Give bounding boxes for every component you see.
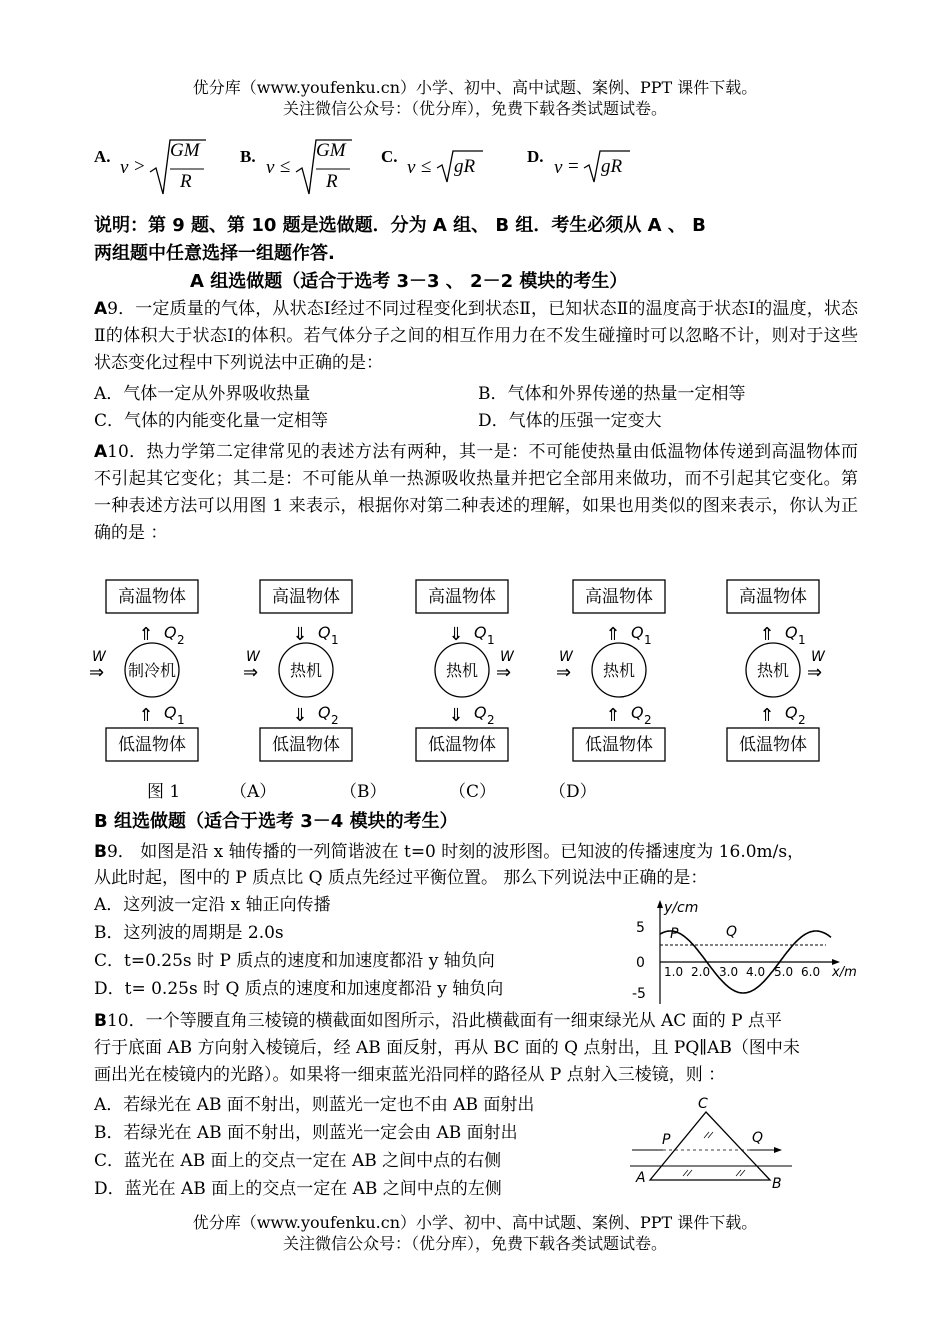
- wave-y5: 5: [636, 920, 645, 936]
- figure-d: [727, 580, 826, 761]
- wave-y0: 0: [636, 955, 645, 971]
- option-d-v: v: [554, 157, 563, 178]
- figd-bottom-q: Q: [785, 703, 798, 722]
- figa-high-label: 高温物体: [272, 587, 340, 607]
- figa-bottom-sub: 2: [331, 713, 339, 727]
- q10-b-text-1: 10．一个等腰直角三棱镜的横截面如图所示，沿此横截面有一细束绿光从 AC 面的 P 点平: [106, 1011, 782, 1031]
- figd-high-label: 高温物体: [739, 587, 807, 607]
- figc-w-label: W: [559, 649, 573, 665]
- q9-a-option-c: C．气体的内能变化量一定相等: [94, 411, 329, 431]
- option-c-v: v: [407, 157, 416, 178]
- figd-w-label: W: [811, 649, 825, 665]
- figa-top-q: Q: [318, 623, 331, 642]
- fig1-w-arrow: ⇒: [89, 662, 105, 683]
- figb-top-q: Q: [474, 623, 487, 642]
- group-a-q9: [94, 296, 858, 377]
- figa-bottom-q: Q: [318, 703, 331, 722]
- figure-b: [416, 580, 515, 761]
- q9-b-option-c: C．t=0.25s 时 P 质点的速度和加速度都沿 y 轴负向: [94, 951, 495, 971]
- figa-bottom-arrow: ⇓: [292, 705, 308, 726]
- figc-top-sub: 1: [644, 633, 652, 647]
- q10-b-option-a: A．若绿光在 AB 面不射出，则蓝光一定也不由 AB 面射出: [94, 1095, 535, 1115]
- figb-low-label: 低温物体: [428, 735, 496, 755]
- prism-hatch-2: [708, 1132, 713, 1138]
- caption-c: （C）: [449, 782, 497, 802]
- note-line-1: 说明：第 9 题、第 10 题是选做题．分为 A 组、 B 组．考生必须从 A 、 B: [94, 215, 706, 236]
- wave-tick-3: 3.0: [719, 965, 739, 979]
- prism-hatch-4: [687, 1170, 692, 1176]
- figd-bottom-arrow: ⇑: [759, 705, 775, 726]
- figa-top-sub: 1: [331, 633, 339, 647]
- q10-b-option-d: D．蓝光在 AB 面上的交点一定在 AB 之间中点的左侧: [94, 1179, 502, 1199]
- wave-x-label: x/m: [832, 965, 857, 980]
- figb-machine-label: 热机: [445, 661, 479, 680]
- figb-bottom-sub: 2: [487, 713, 495, 727]
- q9-a-option-a: A．气体一定从外界吸收热量: [94, 384, 311, 404]
- fig1-top-q: Q: [164, 623, 177, 642]
- figd-top-arrow: ⇑: [759, 624, 775, 645]
- caption-fig1: 图 1: [147, 782, 181, 802]
- q9-a-tag: A: [94, 299, 108, 319]
- option-a-gt: >: [134, 156, 145, 177]
- figb-w-arrow: ⇒: [496, 662, 512, 683]
- q10-b-option-c: C．蓝光在 AB 面上的交点一定在 AB 之间中点的右侧: [94, 1151, 502, 1171]
- header-line-1: 优分库（www.youfenku.cn）小学、初中、高中试题、案例、PPT 课件下载。: [192, 78, 758, 97]
- figc-top-q: Q: [631, 623, 644, 642]
- prism-hatch-5: [736, 1170, 741, 1176]
- figc-bottom-arrow: ⇑: [605, 705, 621, 726]
- fig1-bottom-arrow: ⇑: [138, 705, 154, 726]
- fig1-machine-label: 制冷机: [127, 661, 177, 680]
- figb-high-label: 高温物体: [428, 587, 496, 607]
- figd-top-sub: 1: [798, 633, 806, 647]
- prism-hatch-6: [740, 1170, 745, 1176]
- wave-tick-6: 6.0: [801, 965, 821, 979]
- figc-low-label: 低温物体: [585, 735, 653, 755]
- option-c-label: C.: [381, 147, 398, 166]
- prism-hatch-3: [683, 1170, 688, 1176]
- prism-c-label: C: [698, 1096, 708, 1112]
- option-d-gr: gR: [601, 156, 623, 177]
- figa-w-arrow: ⇒: [243, 662, 259, 683]
- prism-p-label: P: [662, 1132, 671, 1148]
- wave-yneg5: -5: [632, 986, 646, 1002]
- caption-a: （A）: [230, 782, 277, 802]
- caption-d: （D）: [549, 782, 597, 802]
- figc-bottom-sub: 2: [644, 713, 652, 727]
- wave-tick-1: 1.0: [664, 965, 684, 979]
- figure-1: [89, 580, 198, 761]
- wave-y-label: y/cm: [664, 900, 699, 916]
- wave-p-label: P: [670, 926, 679, 942]
- option-b-le: ≤: [280, 156, 291, 177]
- prism-diagram: [628, 1096, 798, 1192]
- figd-top-q: Q: [785, 623, 798, 642]
- option-a-gm: GM: [170, 140, 200, 161]
- option-b-r: R: [326, 171, 338, 192]
- q9-b-option-b: B．这列波的周期是 2.0s: [94, 923, 284, 943]
- wave-graph: [628, 896, 858, 1008]
- footer-line-2: 关注微信公众号：（优分库），免费下载各类试题试卷。: [282, 1234, 667, 1253]
- figd-w-arrow: ⇒: [807, 662, 823, 683]
- q9-b-text-2: 从此时起，图中的 P 质点比 Q 质点先经过平衡位置。 那么下列说法中正确的是：: [94, 868, 708, 888]
- fig1-bottom-q: Q: [164, 703, 177, 722]
- figd-low-label: 低温物体: [739, 735, 807, 755]
- figc-bottom-q: Q: [631, 703, 644, 722]
- group-a-q10: [94, 439, 858, 547]
- option-a-r: R: [180, 171, 192, 192]
- prism-a-label: A: [636, 1170, 646, 1186]
- figa-machine-label: 热机: [289, 661, 323, 680]
- option-a-v: v: [120, 157, 129, 178]
- q9-a-option-b: B．气体和外界传递的热量一定相等: [478, 384, 746, 404]
- prism-exit-arrow: [774, 1147, 782, 1153]
- option-c-le: ≤: [421, 156, 432, 177]
- footer-line-1: 优分库（www.youfenku.cn）小学、初中、高中试题、案例、PPT 课件下载。: [192, 1213, 758, 1232]
- caption-b: （B）: [340, 782, 387, 802]
- wave-y-arrow: [657, 900, 663, 908]
- q9-a-option-d: D．气体的压强一定变大: [478, 411, 662, 431]
- fig1-high-label: 高温物体: [118, 587, 186, 607]
- figa-w-label: W: [246, 649, 260, 665]
- q9-a-text: 9．一定质量的气体，从状态Ⅰ经过不同过程变化到状态Ⅱ，已知状态Ⅱ的温度高于状态Ⅰ的温度，状态Ⅱ的体积大于状态Ⅰ的体积。若气体分子之间的相互作用力在不发生碰撞时可以忽略不计，则对于这些状态变化过程中下列说法中正确的是：: [94, 299, 858, 373]
- wave-tick-5: 5.0: [774, 965, 794, 979]
- q10-b-text-3: 画出光在棱镜内的光路）。如果将一细束蓝光沿同样的路径从 P 点射入三棱镜，则 ：: [94, 1065, 726, 1085]
- q10-b-tag: B: [94, 1011, 107, 1031]
- figc-machine-label: 热机: [602, 661, 636, 680]
- prism-q-label: Q: [752, 1130, 764, 1146]
- q10-b-option-b: B．若绿光在 AB 面不射出，则蓝光一定会由 AB 面射出: [94, 1123, 518, 1143]
- group-b-title: B 组选做题（适合于选考 3－4 模块的考生）: [94, 811, 458, 832]
- q9-b-option-d: D．t= 0.25s 时 Q 质点的速度和加速度都沿 y 轴负向: [94, 979, 504, 999]
- q10-b-text-2: 行于底面 AB 方向射入棱镜后，经 AB 面反射，再从 BC 面的 Q 点射出，且 PQ∥AB（图中未: [94, 1038, 800, 1058]
- figb-top-arrow: ⇓: [448, 624, 464, 645]
- q9-b-option-a: A．这列波一定沿 x 轴正向传播: [94, 895, 331, 915]
- wave-tick-4: 4.0: [746, 965, 766, 979]
- option-c-gr: gR: [454, 156, 476, 177]
- figa-top-arrow: ⇓: [292, 624, 308, 645]
- prism-b-label: B: [772, 1176, 782, 1192]
- q8-options: [94, 132, 794, 202]
- group-b-q9-line-1: [94, 839, 804, 865]
- q9-b-text-1: 9． 如图是沿 x 轴传播的一列简谐波在 t=0 时刻的波形图。已知波的传播速度为 16.0m/s，: [106, 842, 805, 862]
- figc-high-label: 高温物体: [585, 587, 653, 607]
- option-b-v: v: [266, 157, 275, 178]
- figd-bottom-sub: 2: [798, 713, 806, 727]
- wave-q-label: Q: [726, 924, 738, 940]
- note-line-2: 两组题中任意选择一组题作答.: [94, 243, 335, 264]
- header-line-2: 关注微信公众号：（优分库），免费下载各类试题试卷。: [282, 99, 667, 118]
- figb-top-sub: 1: [487, 633, 495, 647]
- prism-hatch-1: [704, 1132, 709, 1138]
- figd-machine-label: 热机: [756, 661, 790, 680]
- figure-a: [243, 580, 352, 761]
- q10-a-tag: A: [94, 442, 108, 462]
- figb-bottom-arrow: ⇓: [448, 705, 464, 726]
- figure-c: [556, 580, 665, 761]
- figa-low-label: 低温物体: [272, 735, 340, 755]
- fig1-w-label: W: [92, 649, 106, 665]
- figb-bottom-q: Q: [474, 703, 487, 722]
- option-b-label: B.: [240, 147, 256, 166]
- q10-a-text: 10．热力学第二定律常见的表述方法有两种，其一是：不可能使热量由低温物体传递到高温物体而不引起其它变化；其二是：不可能从单一热源吸收热量并把它全部用来做功，而不引起其它变化。第一种表述方法可以用图 1 来表示，根据你对第二种表述的理解，如果也用类似的图来表示，你认为正确的是 ：: [94, 442, 858, 543]
- option-a-label: A.: [94, 147, 111, 166]
- heat-diagrams: [85, 570, 865, 770]
- group-a-title: A 组选做题（适合于选考 3－3 、 2－2 模块的考生）: [190, 271, 628, 292]
- option-b-gm: GM: [316, 140, 346, 161]
- wave-tick-2: 2.0: [691, 965, 711, 979]
- group-b-q10-line-1: [94, 1008, 782, 1035]
- q9-b-tag: B: [94, 842, 107, 862]
- fig1-bottom-sub: 1: [177, 713, 185, 727]
- option-d-eq: =: [568, 156, 579, 177]
- figc-top-arrow: ⇑: [605, 624, 621, 645]
- fig1-low-label: 低温物体: [118, 735, 186, 755]
- option-d-label: D.: [527, 147, 544, 166]
- fig1-top-sub: 2: [177, 633, 185, 647]
- figb-w-label: W: [500, 649, 514, 665]
- fig1-top-arrow: ⇑: [138, 624, 154, 645]
- figc-w-arrow: ⇒: [556, 662, 572, 683]
